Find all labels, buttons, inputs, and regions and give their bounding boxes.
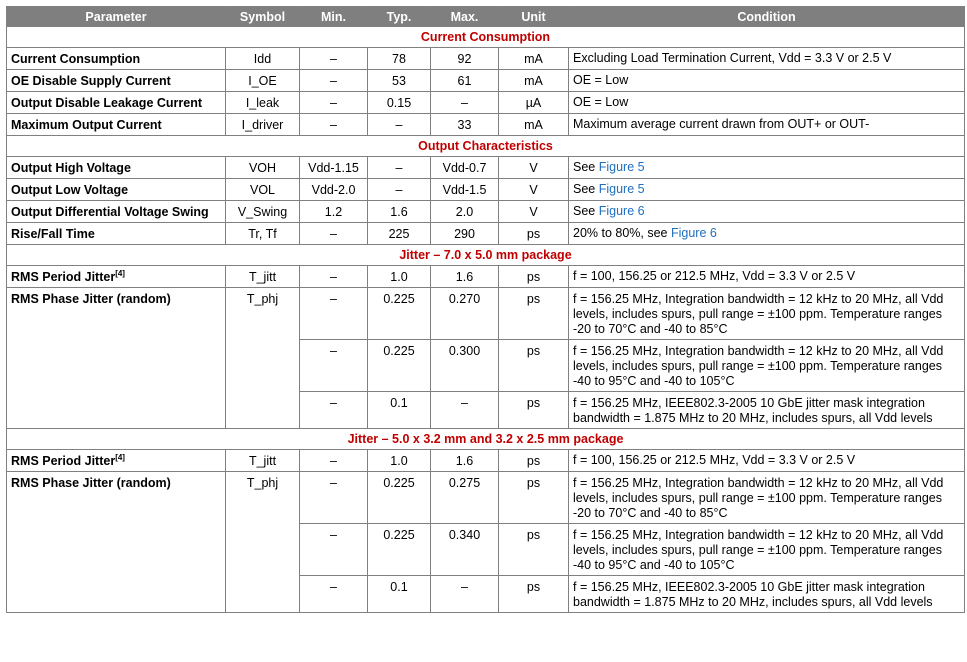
unit-cell: mA — [499, 48, 569, 70]
symbol-cell: Idd — [226, 48, 300, 70]
unit-cell: µA — [499, 92, 569, 114]
section-row — [7, 27, 965, 48]
min-cell: – — [300, 114, 368, 136]
typ-cell: 0.1 — [368, 576, 431, 613]
electrical-spec-table — [6, 6, 965, 613]
max-cell: 92 — [431, 48, 499, 70]
symbol-cell: I_leak — [226, 92, 300, 114]
min-cell: Vdd-1.15 — [300, 157, 368, 179]
table-row — [7, 48, 965, 70]
section-title: Jitter – 7.0 x 5.0 mm package — [7, 245, 965, 266]
typ-cell: 0.225 — [368, 288, 431, 340]
max-cell: 33 — [431, 114, 499, 136]
condition-text: See — [573, 204, 599, 218]
param-cell: RMS Phase Jitter (random) — [7, 472, 226, 613]
max-cell: Vdd-0.7 — [431, 157, 499, 179]
section-title: Output Characteristics — [7, 136, 965, 157]
table-row — [7, 92, 965, 114]
condition-cell: f = 100, 156.25 or 212.5 MHz, Vdd = 3.3 V or 2.5 V — [569, 266, 965, 288]
max-cell: 0.275 — [431, 472, 499, 524]
unit-cell: ps — [499, 472, 569, 524]
spec-table-container — [6, 6, 964, 613]
min-cell: Vdd-2.0 — [300, 179, 368, 201]
param-cell: Output Differential Voltage Swing — [7, 201, 226, 223]
condition-cell: f = 156.25 MHz, Integration bandwidth = 12 kHz to 20 MHz, all Vdd levels, includes spurs, pull range = ±100 ppm. Temperature ranges -40 to 95°C and -40 to 105°C — [569, 524, 965, 576]
condition-text: See — [573, 160, 599, 174]
max-cell: 1.6 — [431, 266, 499, 288]
max-cell: Vdd-1.5 — [431, 179, 499, 201]
unit-cell: ps — [499, 340, 569, 392]
typ-cell: 0.225 — [368, 340, 431, 392]
min-cell: 1.2 — [300, 201, 368, 223]
max-cell: 0.270 — [431, 288, 499, 340]
condition-cell: f = 156.25 MHz, Integration bandwidth = 12 kHz to 20 MHz, all Vdd levels, includes spurs, pull range = ±100 ppm. Temperature ranges -20 to 70°C and -40 to 85°C — [569, 288, 965, 340]
max-cell: 0.340 — [431, 524, 499, 576]
min-cell: – — [300, 340, 368, 392]
condition-cell — [569, 179, 965, 201]
figure-link[interactable]: Figure 6 — [598, 204, 645, 218]
max-cell: – — [431, 92, 499, 114]
min-cell: – — [300, 450, 368, 472]
header-condition: Condition — [569, 7, 965, 27]
symbol-cell: V_Swing — [226, 201, 300, 223]
typ-cell: 1.6 — [368, 201, 431, 223]
table-header — [7, 7, 965, 27]
table-row — [7, 201, 965, 223]
typ-cell: 53 — [368, 70, 431, 92]
condition-cell: f = 100, 156.25 or 212.5 MHz, Vdd = 3.3 V or 2.5 V — [569, 450, 965, 472]
unit-cell: V — [499, 179, 569, 201]
section-title: Current Consumption — [7, 27, 965, 48]
min-cell: – — [300, 472, 368, 524]
table-row — [7, 288, 965, 340]
param-label: RMS Period Jitter — [11, 454, 116, 469]
param-cell: Output Disable Leakage Current — [7, 92, 226, 114]
table-row — [7, 70, 965, 92]
condition-cell: Excluding Load Termination Current, Vdd = 3.3 V or 2.5 V — [569, 48, 965, 70]
max-cell: 1.6 — [431, 450, 499, 472]
symbol-cell: I_OE — [226, 70, 300, 92]
param-cell — [7, 266, 226, 288]
symbol-cell: VOL — [226, 179, 300, 201]
symbol-cell: I_driver — [226, 114, 300, 136]
unit-cell: V — [499, 201, 569, 223]
min-cell: – — [300, 92, 368, 114]
table-body — [7, 27, 965, 613]
min-cell: – — [300, 223, 368, 245]
symbol-cell: T_jitt — [226, 450, 300, 472]
condition-cell — [569, 223, 965, 245]
symbol-cell: T_jitt — [226, 266, 300, 288]
header-unit: Unit — [499, 7, 569, 27]
min-cell: – — [300, 288, 368, 340]
condition-cell: Maximum average current drawn from OUT+ or OUT- — [569, 114, 965, 136]
unit-cell: ps — [499, 266, 569, 288]
unit-cell: V — [499, 157, 569, 179]
symbol-cell: T_phj — [226, 472, 300, 613]
condition-text: 20% to 80%, see — [573, 226, 671, 240]
table-row — [7, 114, 965, 136]
unit-cell: ps — [499, 392, 569, 429]
typ-cell: 0.1 — [368, 392, 431, 429]
table-row — [7, 266, 965, 288]
section-row — [7, 245, 965, 266]
unit-cell: ps — [499, 223, 569, 245]
table-row — [7, 179, 965, 201]
header-min: Min. — [300, 7, 368, 27]
condition-cell: OE = Low — [569, 70, 965, 92]
typ-cell: 78 — [368, 48, 431, 70]
symbol-cell: VOH — [226, 157, 300, 179]
typ-cell: – — [368, 114, 431, 136]
unit-cell: ps — [499, 576, 569, 613]
param-cell: Current Consumption — [7, 48, 226, 70]
param-cell: Rise/Fall Time — [7, 223, 226, 245]
max-cell: – — [431, 392, 499, 429]
typ-cell: – — [368, 157, 431, 179]
min-cell: – — [300, 70, 368, 92]
min-cell: – — [300, 266, 368, 288]
param-cell: Output High Voltage — [7, 157, 226, 179]
figure-link[interactable]: Figure 5 — [598, 160, 645, 174]
typ-cell: 1.0 — [368, 450, 431, 472]
condition-cell: f = 156.25 MHz, IEEE802.3-2005 10 GbE jitter mask integration bandwidth = 1.875 MHz to 20 MHz, includes spurs, all Vdd levels — [569, 576, 965, 613]
max-cell: – — [431, 576, 499, 613]
condition-cell — [569, 157, 965, 179]
typ-cell: 0.225 — [368, 524, 431, 576]
unit-cell: ps — [499, 288, 569, 340]
typ-cell: 0.225 — [368, 472, 431, 524]
max-cell: 290 — [431, 223, 499, 245]
section-row — [7, 136, 965, 157]
max-cell: 0.300 — [431, 340, 499, 392]
param-cell: RMS Phase Jitter (random) — [7, 288, 226, 429]
footnote-ref: [4] — [115, 452, 125, 462]
table-row — [7, 450, 965, 472]
min-cell: – — [300, 576, 368, 613]
param-label: RMS Period Jitter — [11, 270, 116, 285]
header-symbol: Symbol — [226, 7, 300, 27]
condition-cell: f = 156.25 MHz, IEEE802.3-2005 10 GbE jitter mask integration bandwidth = 1.875 MHz to 20 MHz, includes spurs, all Vdd levels — [569, 392, 965, 429]
param-cell: OE Disable Supply Current — [7, 70, 226, 92]
typ-cell: 225 — [368, 223, 431, 245]
typ-cell: 0.15 — [368, 92, 431, 114]
section-row — [7, 429, 965, 450]
param-cell — [7, 450, 226, 472]
param-cell: Maximum Output Current — [7, 114, 226, 136]
condition-text: See — [573, 182, 599, 196]
condition-cell — [569, 201, 965, 223]
unit-cell: mA — [499, 70, 569, 92]
param-cell: Output Low Voltage — [7, 179, 226, 201]
max-cell: 61 — [431, 70, 499, 92]
symbol-cell: T_phj — [226, 288, 300, 429]
unit-cell: ps — [499, 450, 569, 472]
figure-link[interactable]: Figure 6 — [670, 226, 717, 240]
min-cell: – — [300, 392, 368, 429]
footnote-ref: [4] — [115, 268, 125, 278]
table-row — [7, 223, 965, 245]
max-cell: 2.0 — [431, 201, 499, 223]
condition-cell: f = 156.25 MHz, Integration bandwidth = 12 kHz to 20 MHz, all Vdd levels, includes spurs, pull range = ±100 ppm. Temperature ranges -20 to 70°C and -40 to 85°C — [569, 472, 965, 524]
condition-cell: f = 156.25 MHz, Integration bandwidth = 12 kHz to 20 MHz, all Vdd levels, includes spurs, pull range = ±100 ppm. Temperature ranges -40 to 95°C and -40 to 105°C — [569, 340, 965, 392]
typ-cell: 1.0 — [368, 266, 431, 288]
table-row — [7, 472, 965, 524]
condition-cell: OE = Low — [569, 92, 965, 114]
typ-cell: – — [368, 179, 431, 201]
unit-cell: ps — [499, 524, 569, 576]
min-cell: – — [300, 48, 368, 70]
table-row — [7, 157, 965, 179]
header-parameter: Parameter — [7, 7, 226, 27]
symbol-cell: Tr, Tf — [226, 223, 300, 245]
unit-cell: mA — [499, 114, 569, 136]
header-max: Max. — [431, 7, 499, 27]
section-title: Jitter – 5.0 x 3.2 mm and 3.2 x 2.5 mm package — [7, 429, 965, 450]
min-cell: – — [300, 524, 368, 576]
header-typ: Typ. — [368, 7, 431, 27]
figure-link[interactable]: Figure 5 — [598, 182, 645, 196]
